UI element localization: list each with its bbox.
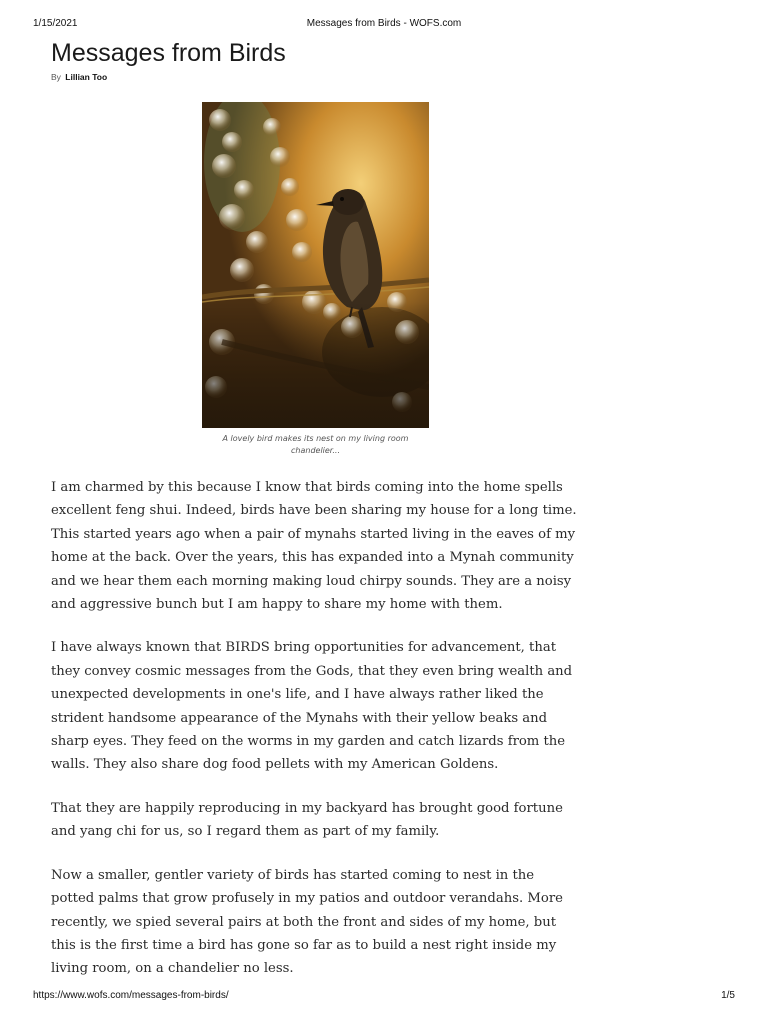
byline	[51, 72, 581, 86]
print-footer	[33, 990, 735, 1004]
print-date: 1/15/2021	[33, 18, 78, 29]
figure-caption: A lovely bird makes its nest on my living room chandelier...	[222, 434, 409, 455]
paragraph: I have always known that BIRDS bring opportunities for advancement, that they convey cosmic messages from the Gods, that they even bring wealth and unexpected developments in one's life, and I have always rather liked the strident handsome appearance of the Mynahs with their yellow beaks and sharp eyes. They feed on the worms in my garden and catch lizards from the walls. They also share dog food pellets with my American Goldens.	[51, 640, 573, 773]
print-page-title: Messages from Birds - WOFS.com	[306, 18, 462, 29]
article-body	[51, 476, 581, 1001]
paragraph: That they are happily reproducing in my backyard has brought good fortune and yang chi for us, so I regard them as part of my family.	[51, 800, 563, 840]
byline-prefix: By	[51, 72, 61, 82]
article	[51, 38, 581, 455]
paragraph: Now a smaller, gentler variety of birds has started coming to nest in the potted palms that grow profusely in my patios and outdoor verandahs. More recently, we spied several pairs at both the front and sides of my home, but this is the first time a bird has gone so far as to build a nest right inside my living room, on a chandelier no less.	[51, 867, 563, 977]
page-number: 1/5	[721, 990, 735, 1001]
article-title: Messages from Birds	[51, 39, 286, 67]
article-figure	[202, 102, 429, 457]
page-url[interactable]: https://www.wofs.com/messages-from-birds/	[33, 990, 229, 1001]
author-link[interactable]: Lillian Too	[65, 72, 108, 82]
paragraph: I am charmed by this because I know that birds coming into the home spells excellent feng shui. Indeed, birds have been sharing my house for a long time. This started years ago when a pair of mynahs started living in the eaves of my home at the back. Over the years, this has expanded into a Mynah community and we hear them each morning making loud chirpy sounds. They are a noisy and aggressive bunch but I am happy to share my home with them.	[51, 480, 577, 613]
print-header	[33, 18, 735, 32]
bird-on-chandelier-photo	[202, 102, 429, 428]
